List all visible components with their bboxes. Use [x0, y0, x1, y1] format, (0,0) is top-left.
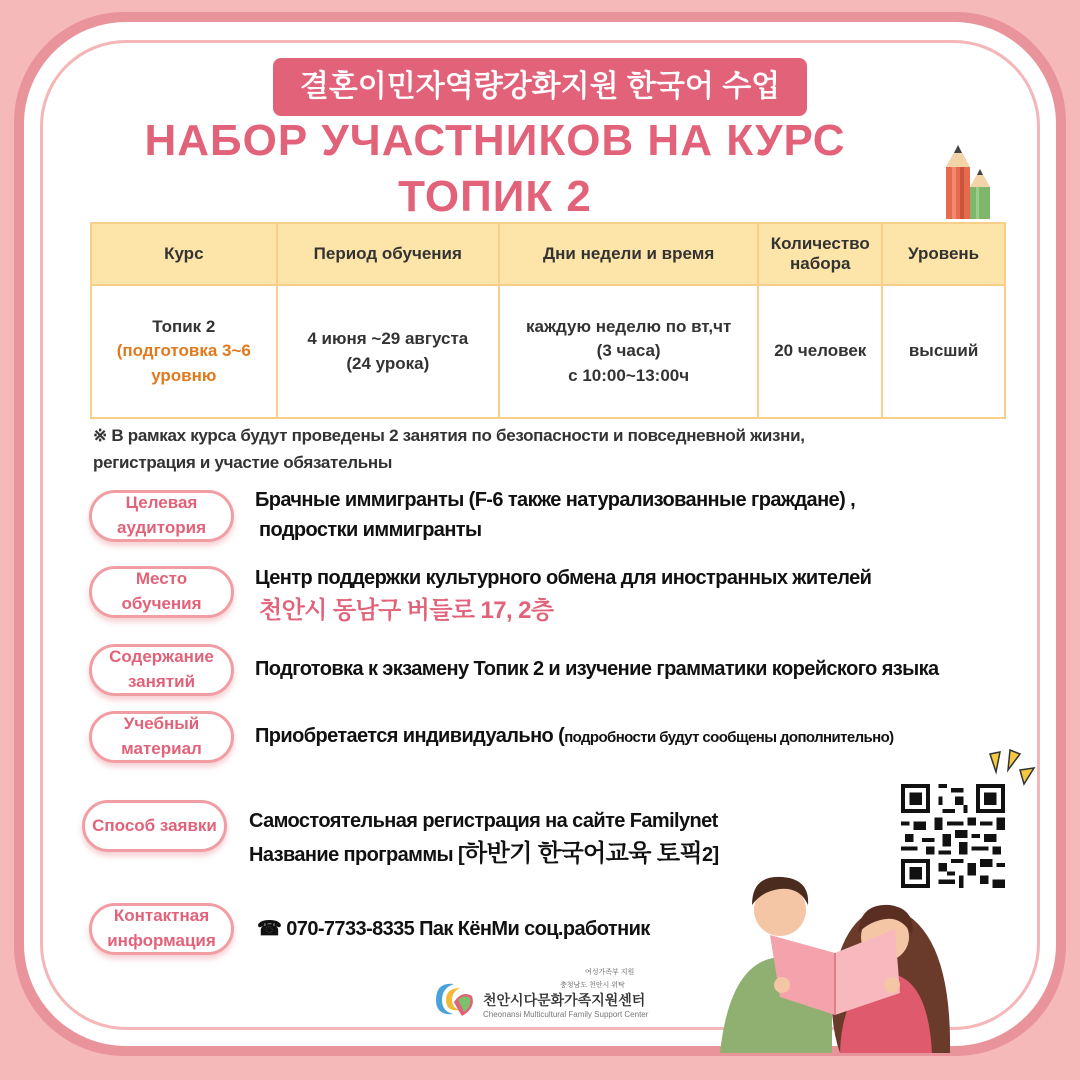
- place-line-1: Центр поддержки культурного обмена для иностранных жителей: [255, 567, 872, 589]
- cell-level: высший: [882, 285, 1005, 418]
- place-text: [255, 563, 871, 629]
- logo-sponsor-2: 충청남도 천안시 위탁: [560, 982, 625, 989]
- course-table: [90, 222, 1006, 419]
- place-label: [89, 566, 234, 618]
- content-label-line-1: Содержание: [109, 647, 214, 667]
- material-label-line-1: Учебный: [123, 714, 200, 734]
- course-name: Топик 2: [152, 316, 216, 336]
- material-main: Приобретается индивидуально (: [255, 725, 565, 747]
- contact-label: [89, 903, 234, 955]
- course-level-note-2: уровню: [151, 365, 217, 385]
- center-name: 천안시다문화가족지원센터: [483, 992, 646, 1008]
- header-count: Количество набора: [758, 223, 882, 285]
- title-line-1: НАБОР УЧАСТНИКОВ НА КУРС: [144, 116, 846, 165]
- program-name-korean: 하반기 한국어교육 토픽: [464, 840, 703, 867]
- center-logo-icon: [428, 978, 478, 1020]
- table-header-row: [91, 223, 1005, 285]
- table-row: [91, 285, 1005, 418]
- header-level: Уровень: [882, 223, 1005, 285]
- cell-course: [91, 285, 277, 418]
- cell-count: 20 человек: [758, 285, 882, 418]
- days-time: с 10:00~13:00ч: [568, 365, 690, 385]
- header-course: Курс: [91, 223, 277, 285]
- center-name-english: Cheonansi Multicultural Family Support Center: [483, 1010, 649, 1019]
- apply-line-2: [249, 836, 719, 872]
- target-label-line-1: Целевая: [125, 493, 198, 513]
- header-days: Дни недели и время: [499, 223, 758, 285]
- place-label-line-1: Место: [135, 569, 188, 589]
- logo-sponsor-1: 여성가족부 지원: [585, 969, 635, 976]
- material-label-line-2: материал: [121, 739, 202, 758]
- sparkle-icon: [986, 748, 1036, 788]
- apply-line-1: Самостоятельная регистрация на сайте Familynet: [249, 810, 718, 832]
- content-label: [89, 644, 234, 696]
- days-hours: (3 часа): [596, 341, 661, 361]
- apply-method-label: Способ заявки: [82, 800, 227, 852]
- pencils-icon: [940, 145, 996, 221]
- apply-text: [249, 806, 719, 872]
- content-label-line-2: занятий: [127, 672, 196, 691]
- target-line-1: Брачные иммигранты (F-6 также натурализованные граждане) ,: [255, 489, 856, 511]
- place-address: 천안시 동남구 버들로 17, 2층: [259, 597, 554, 624]
- material-text: [255, 721, 894, 751]
- target-line-2: подростки иммигранты: [259, 519, 482, 541]
- course-level-note: (подготовка 3~6: [116, 341, 251, 361]
- note: [93, 422, 993, 476]
- target-audience-label: [89, 490, 234, 542]
- note-line-2: регистрация и участие обязательны: [93, 453, 393, 473]
- days-weekdays: каждую неделю по вт,чт: [525, 316, 732, 336]
- contact-phone-person: 070-7733-8335 Пак КёнМи соц.работник: [286, 918, 650, 940]
- material-label: [89, 711, 234, 763]
- target-label-line-2: аудитория: [117, 518, 206, 537]
- program-name-prefix: Название программы [: [249, 844, 465, 866]
- contact-label-line-2: информация: [107, 931, 216, 950]
- cell-period: [277, 285, 499, 418]
- target-audience-text: [255, 485, 855, 545]
- program-banner: 결혼이민자역량강화지원 한국어 수업: [273, 58, 807, 116]
- place-label-line-2: обучения: [121, 594, 202, 613]
- material-details: подробности будут сообщены дополнительно): [564, 729, 894, 746]
- period-dates: 4 июня ~29 августа: [307, 328, 469, 348]
- title-line-2: ТОПИК 2: [398, 172, 592, 221]
- header-period: Период обучения: [277, 223, 499, 285]
- period-lessons: (24 урока): [346, 353, 430, 373]
- contact-text: [257, 914, 650, 944]
- cell-days: [499, 285, 758, 418]
- note-line-1: ※ В рамках курса будут проведены 2 занятия по безопасности и повседневной жизни,: [93, 426, 805, 445]
- content-text: Подготовка к экзамену Топик 2 и изучение грамматики корейского языка: [255, 658, 939, 680]
- couple-reading-illustration: [720, 865, 950, 1053]
- program-name-suffix: 2]: [702, 844, 719, 866]
- contact-label-line-1: Контактная: [113, 906, 210, 926]
- phone-icon: ☎: [257, 918, 282, 940]
